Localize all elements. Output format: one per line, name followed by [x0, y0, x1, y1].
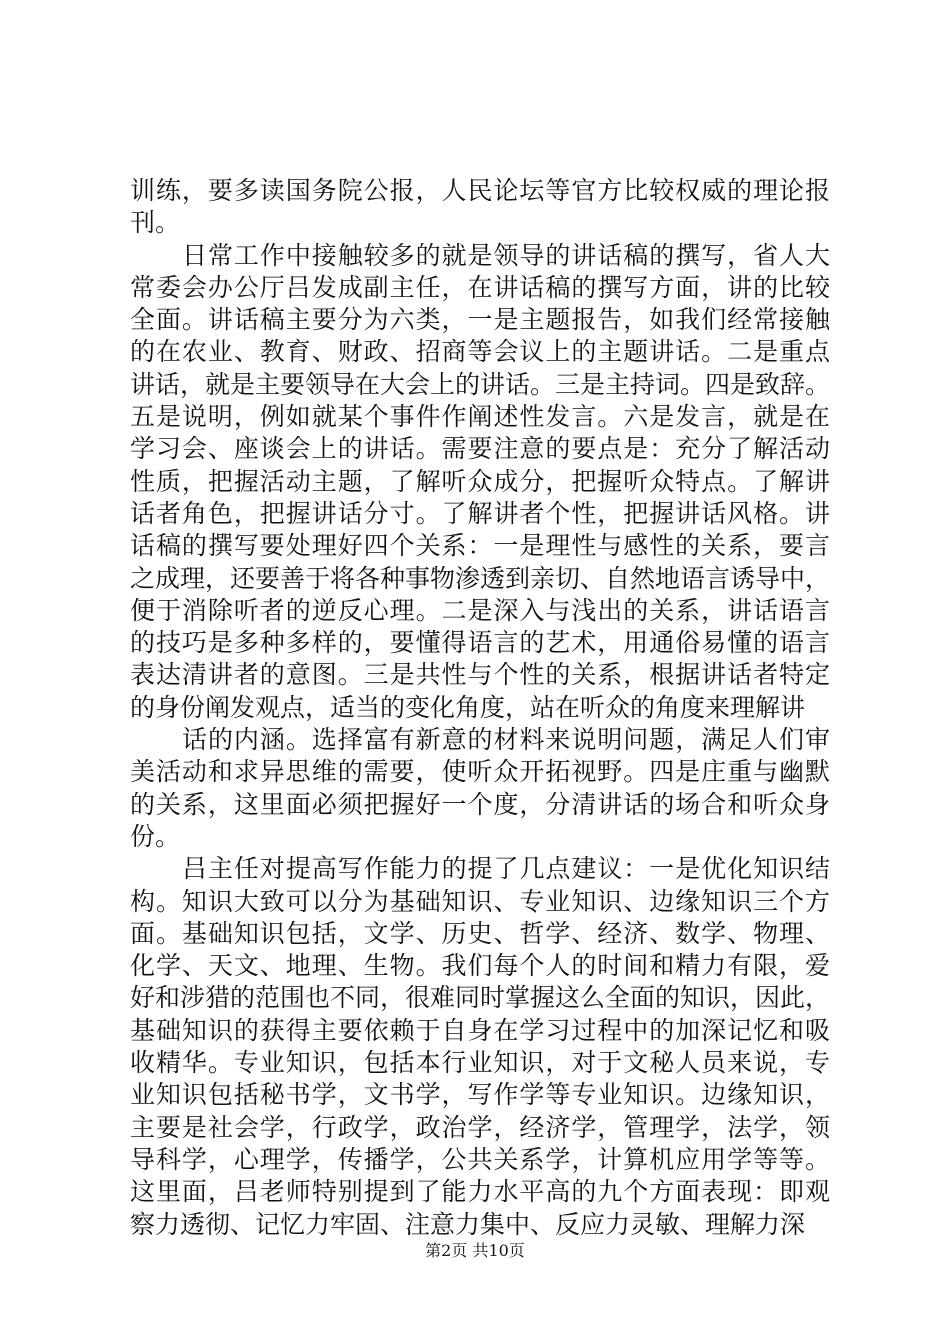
text-line: 表达清讲者的意图。三是共性与个性的关系，根据讲话者特定: [130, 660, 830, 690]
text-line: 的在农业、教育、财政、招商等会议上的主题讲话。二是重点: [130, 337, 830, 367]
text-line: 的关系，这里面必须把握好一个度，分清讲话的场合和听众身: [130, 789, 830, 819]
text-line: 之成理，还要善于将各种事物渗透到亲切、自然地语言诱导中，: [130, 563, 831, 593]
text-line: 好和涉猎的范围也不同，很难同时掌握这么全面的知识，因此，: [130, 983, 831, 1013]
text-line: 刊。: [130, 208, 181, 238]
text-line: 收精华。专业知识，包括本行业知识，对于文秘人员来说，专: [130, 1048, 830, 1078]
text-line: 话者角色，把握讲话分寸。了解讲者个性，把握讲话风格。讲: [130, 498, 830, 528]
text-line: 化学、天文、地理、生物。我们每个人的时间和精力有限，爱: [130, 951, 830, 981]
page-footer: 第2页 共10页: [425, 1241, 525, 1260]
text-line: 这里面，吕老师特别提到了能力水平高的九个方面表现：即观: [130, 1177, 830, 1207]
text-line: 吕主任对提高写作能力的提了几点建议：一是优化知识结: [182, 854, 830, 884]
text-line: 构。知识大致可以分为基础知识、专业知识、边缘知识三个方: [130, 886, 830, 916]
text-line: 话的内涵。选择富有新意的材料来说明问题，满足人们审: [182, 725, 830, 755]
text-line: 学习会、座谈会上的讲话。需要注意的要点是：充分了解活动: [130, 434, 830, 464]
text-line: 导科学，心理学，传播学，公共关系学，计算机应用学等等。: [130, 1144, 830, 1174]
text-line: 性质，把握活动主题，了解听众成分，把握听众特点。了解讲: [130, 466, 830, 496]
text-line: 基础知识的获得主要依赖于自身在学习过程中的加深记忆和吸: [130, 1015, 830, 1045]
text-line: 份。: [130, 821, 181, 851]
text-line: 主要是社会学，行政学，政治学，经济学，管理学，法学，领: [130, 1112, 830, 1142]
text-line: 训练，要多读国务院公报，人民论坛等官方比较权威的理论报: [130, 176, 830, 205]
text-line: 五是说明，例如就某个事件作阐述性发言。六是发言，就是在: [130, 402, 830, 432]
body-text: [130, 175, 830, 1241]
text-line: 日常工作中接触较多的就是领导的讲话稿的撰写，省人大: [182, 240, 830, 270]
text-line: 面。基础知识包括，文学、历史、哲学、经济、数学、物理、: [130, 918, 830, 948]
text-line: 的身份阐发观点，适当的变化角度，站在听众的角度来理解讲: [130, 692, 806, 722]
text-line: 常委会办公厅吕发成副主任，在讲话稿的撰写方面，讲的比较: [130, 272, 830, 302]
text-line: 察力透彻、记忆力牢固、注意力集中、反应力灵敏、理解力深: [130, 1209, 806, 1239]
text-line: 美活动和求异思维的需要，使听众开拓视野。四是庄重与幽默: [130, 757, 830, 787]
text-line: 全面。讲话稿主要分为六类，一是主题报告，如我们经常接触: [130, 305, 830, 335]
text-line: 讲话，就是主要领导在大会上的讲话。三是主持词。四是致辞。: [130, 369, 831, 399]
text-line: 便于消除听者的逆反心理。二是深入与浅出的关系，讲话语言: [130, 595, 830, 625]
text-line: 话稿的撰写要处理好四个关系：一是理性与感性的关系，要言: [130, 531, 830, 561]
text-line: 的技巧是多种多样的，要懂得语言的艺术，用通俗易懂的语言: [130, 628, 830, 658]
text-line: 业知识包括秘书学，文书学，写作学等专业知识。边缘知识，: [130, 1080, 830, 1110]
